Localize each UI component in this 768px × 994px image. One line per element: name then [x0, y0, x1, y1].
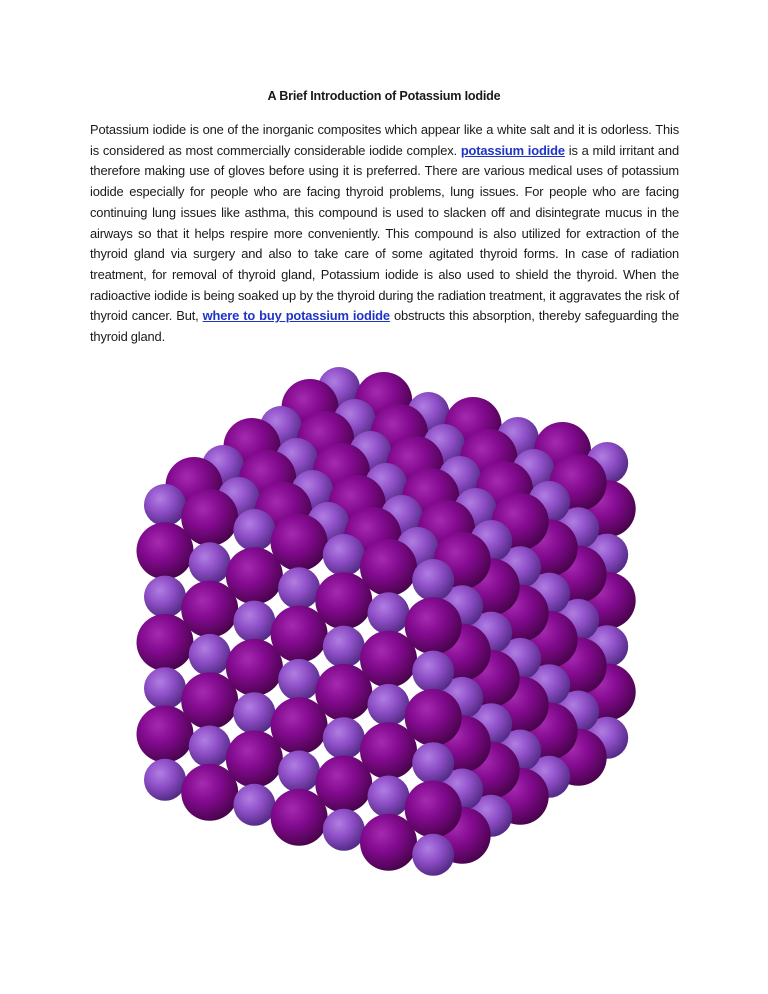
potassium-atom	[323, 534, 365, 576]
paragraph-text: is a mild irritant and therefore making use of gloves before using it is preferred. There are various medical uses of potassium iodide especially for people who are facing thyroid problems, lung issues. For people who are facing continuing lung issues like asthma, this compound is used to slacken off and disintegrate mucus in the airways so that it helps respire more conveniently. This compound is also utilized for extraction of the thyroid gland via surgery and also to take care of some agitated thyroid forms. In case of radiation treatment, for removal of thyroid gland, Potassium iodide is also used to shield the thyroid. When the radioactive iodide is being soaked up by the thyroid during the radiation treatment, it aggravates the risk of thyroid cancer. But,	[90, 142, 679, 324]
potassium-atom	[233, 509, 275, 551]
potassium-atom	[323, 809, 365, 851]
potassium-atom	[233, 784, 275, 826]
iodide-atom	[271, 514, 328, 571]
potassium-atom	[233, 601, 275, 643]
potassium-atom	[323, 717, 365, 759]
iodide-atom	[181, 489, 238, 546]
potassium-atom	[233, 692, 275, 734]
where-to-buy-link[interactable]: where to buy potassium iodide	[202, 308, 390, 324]
potassium-atom	[144, 484, 186, 526]
potassium-iodide-link[interactable]: potassium iodide	[460, 142, 565, 158]
potassium-atom	[412, 742, 454, 784]
potassium-atom	[323, 626, 365, 668]
potassium-atom	[189, 726, 231, 768]
potassium-atom	[368, 776, 410, 818]
iodide-atom	[360, 539, 417, 596]
potassium-atom	[278, 659, 320, 701]
potassium-atom	[144, 667, 186, 709]
potassium-atom	[412, 651, 454, 693]
document-title: A Brief Introduction of Potassium Iodide	[267, 89, 501, 103]
potassium-atom	[144, 759, 186, 801]
potassium-atom	[278, 567, 320, 609]
potassium-atom	[412, 559, 454, 601]
paragraph-text: obstructs this absorption, thereby safeguarding the thyroid gland.	[90, 308, 679, 345]
paragraph-text: Potassium iodide is one of the inorganic composites which appear like a white salt and it is odorless. This is considered as most commercially considerable iodide complex.	[90, 122, 679, 158]
potassium-atom	[412, 834, 454, 876]
potassium-atom	[368, 592, 410, 634]
iodide-atom	[405, 689, 462, 746]
potassium-atom	[278, 751, 320, 793]
lattice-atoms	[137, 367, 636, 876]
iodide-atom	[405, 781, 462, 838]
potassium-atom	[144, 576, 186, 618]
potassium-atom	[189, 634, 231, 676]
iodide-atom	[405, 597, 462, 654]
potassium-atom	[368, 684, 410, 726]
potassium-atom	[189, 542, 231, 584]
